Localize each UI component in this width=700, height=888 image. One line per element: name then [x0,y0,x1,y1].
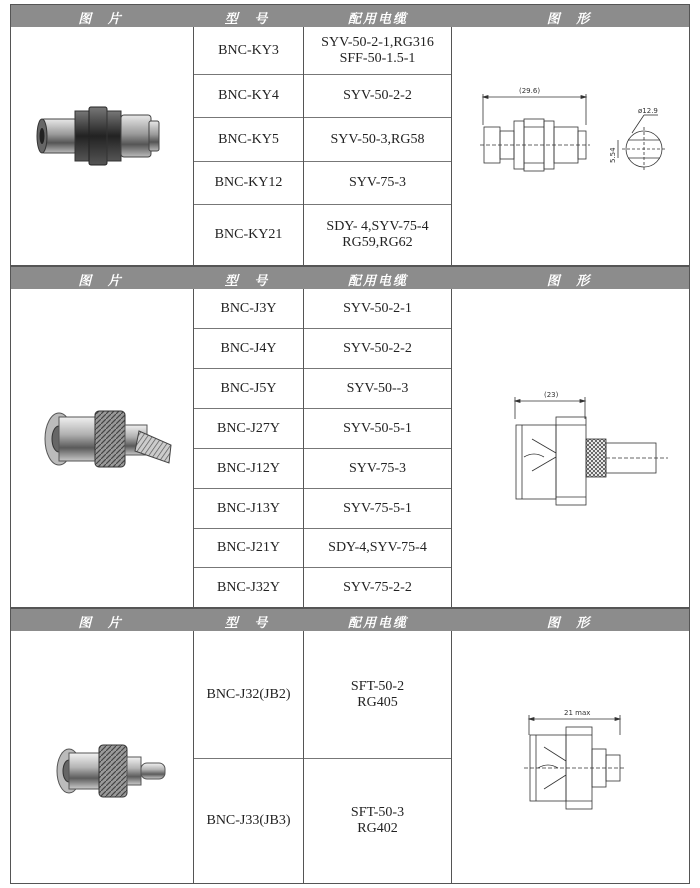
product-photo-cell [11,27,194,265]
cable-cell: SYV-75-5-1 [304,489,451,529]
model-cell: BNC-J12Y [194,449,303,489]
model-cell: BNC-J27Y [194,409,303,449]
product-photo-cell [11,289,194,607]
drawing-cell [452,289,690,607]
bulkhead-jack-photo [11,27,193,265]
cable-cell: SDY- 4,SYV-75-4 RG59,RG62 [326,219,429,250]
dim-length-label: 21 max [564,709,591,717]
solder-plug-photo [11,631,193,883]
dim-length-label: (23) [544,391,559,399]
connector-spec-sheet [10,4,690,884]
drawing-cell [452,631,690,883]
model-cell: BNC-KY12 [194,162,303,205]
model-column [194,27,304,265]
cable-cell: SYV-75-3 [304,449,451,489]
crimp-plug-photo [11,289,193,607]
drawing-cell [452,27,690,265]
section-header [11,5,689,27]
cable-cell: SDY-4,SYV-75-4 [304,529,451,568]
header-drawing: 图 形 [546,274,596,289]
solder-plug-drawing [452,631,690,883]
model-column [194,631,304,883]
cable-cell: SFT-50-3 RG402 [350,805,405,836]
cable-cell: SYV-50-2-2 [304,75,451,118]
model-cell: BNC-J32Y [216,579,280,595]
header-model: 型 号 [224,12,274,27]
header-drawing: 图 形 [546,616,596,631]
cable-cell: SYV-50-2-2 [304,329,451,369]
cable-column [304,289,452,607]
model-cell: BNC-J13Y [194,489,303,529]
model-cell: BNC-J3Y [194,289,303,329]
header-cable: 配用电缆 [347,616,408,631]
cable-cell: SYV-75-3 [304,162,451,205]
cable-cell: SFT-50-2 RG405 [304,631,451,759]
model-cell: BNC-J4Y [194,329,303,369]
section-header [11,609,689,631]
cable-cell: SYV-50-5-1 [304,409,451,449]
model-cell: BNC-J21Y [194,529,303,568]
dim-diameter-label: ø12.9 [638,107,658,115]
header-cable: 配用电缆 [347,12,408,27]
model-cell: BNC-J33(JB3) [206,813,291,828]
header-picture: 图 片 [78,274,127,289]
header-cable: 配用电缆 [347,274,408,289]
cable-cell: SYV-75-2-2 [343,579,412,595]
dim-flat-label: 5.54 [609,147,617,163]
header-model: 型 号 [224,616,274,631]
cable-cell: SYV-50--3 [304,369,451,409]
bulkhead-jack-drawing [452,27,690,265]
cable-cell: SYV-50-3,RG58 [304,118,451,162]
section-bnc-j-solder [10,608,690,884]
cable-cell: SYV-50-2-1,RG316 SFF-50-1.5-1 [304,27,451,75]
header-drawing: 图 形 [546,12,596,27]
model-cell: BNC-KY4 [194,75,303,118]
section-bnc-ky [10,4,690,266]
model-column [194,289,304,607]
section-bnc-j-crimp [10,266,690,608]
product-photo-cell [11,631,194,883]
model-cell: BNC-KY5 [194,118,303,162]
crimp-plug-drawing [452,289,690,607]
cable-column [304,27,452,265]
model-cell: BNC-KY21 [214,227,283,242]
header-picture: 图 片 [78,616,127,631]
cable-column [304,631,452,883]
model-cell: BNC-KY3 [194,27,303,75]
header-model: 型 号 [224,274,274,289]
dim-length-label: (29.6) [519,87,541,95]
cable-cell: SYV-50-2-1 [304,289,451,329]
model-cell: BNC-J5Y [194,369,303,409]
section-header [11,267,689,289]
model-cell: BNC-J32(JB2) [194,631,303,759]
header-picture: 图 片 [78,12,127,27]
